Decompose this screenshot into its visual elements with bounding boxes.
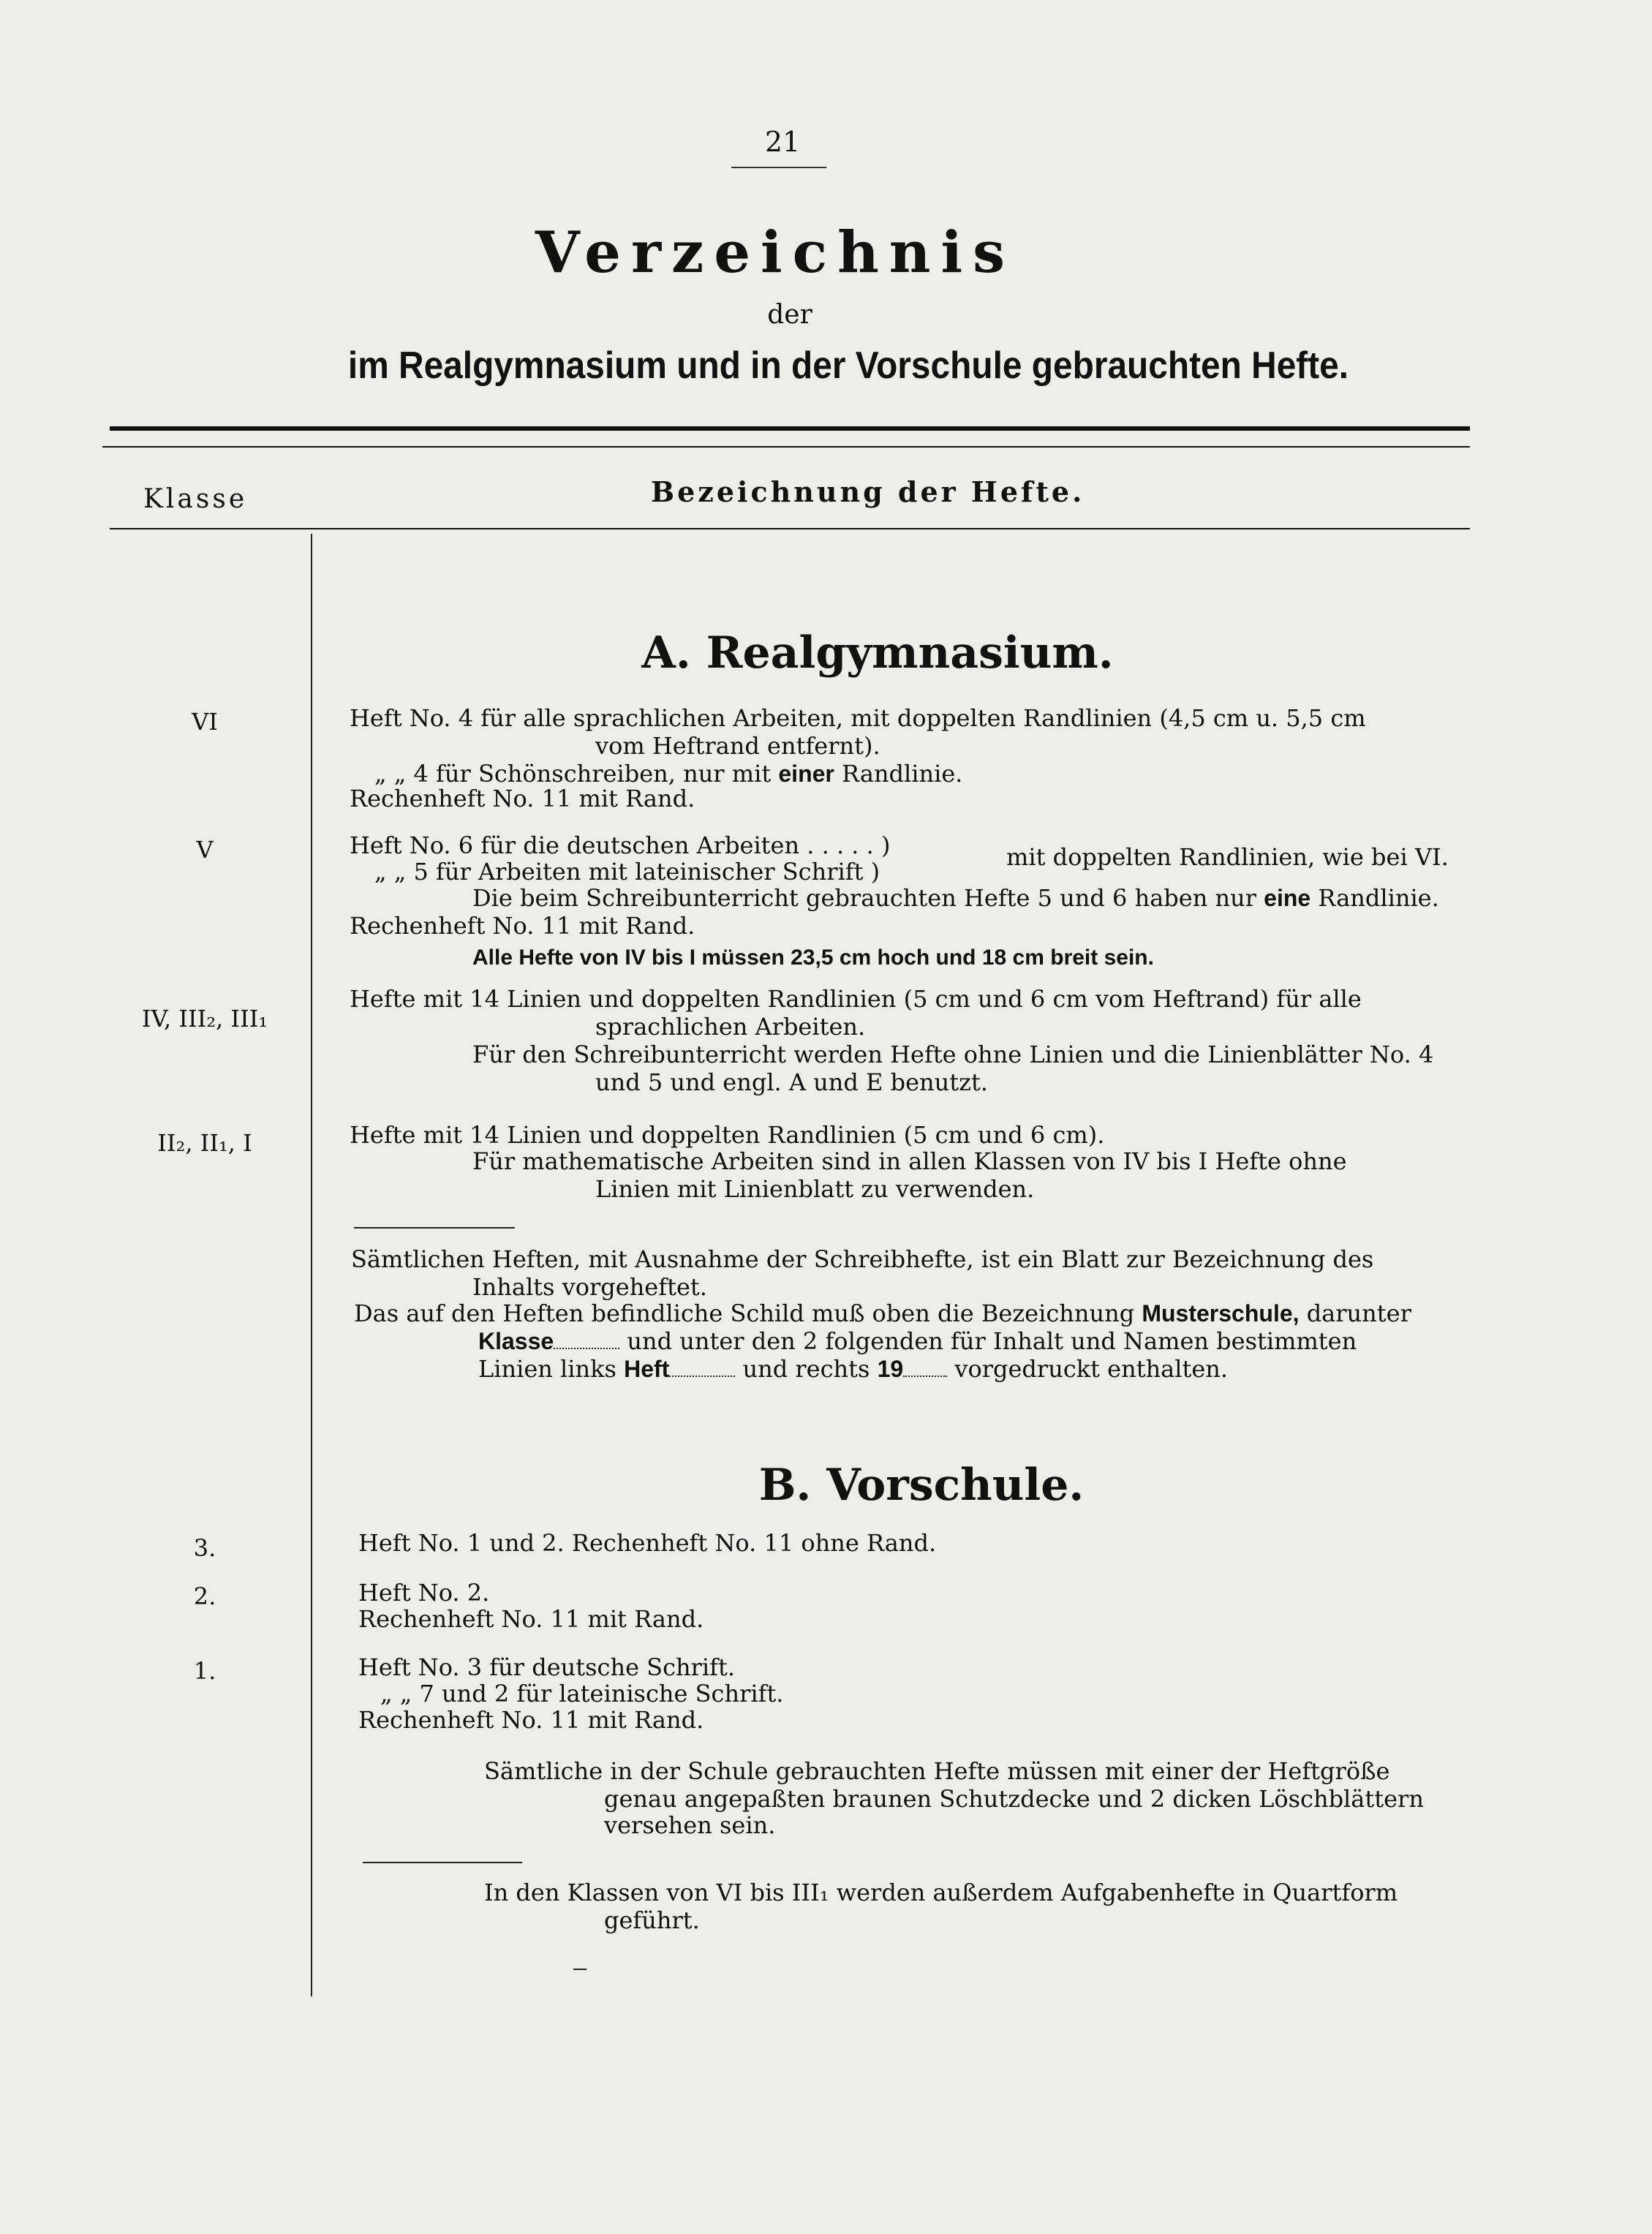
iv-line-4: und 5 und engl. A und E benutzt. — [595, 1068, 988, 1096]
class-label-ii: II₂, II₁, I — [157, 1129, 252, 1157]
column-header-klasse: Klasse — [143, 484, 248, 514]
vi-line-4: Rechenheft No. 11 mit Rand. — [350, 785, 695, 812]
general-b-line-1: Sämtliche in der Schule gebrauchten Hefte müssen mit einer der Heftgröße — [484, 1757, 1390, 1785]
v-size-note: Alle Hefte von IV bis I müssen 23,5 cm hoch und 18 cm breit sein. — [472, 946, 1154, 970]
iv-line-1: Hefte mit 14 Linien und doppelten Randlinien (5 cm und 6 cm vom Heftrand) für alle — [350, 985, 1362, 1013]
k2-line-2: Rechenheft No. 11 mit Rand. — [358, 1605, 704, 1633]
column-header-bezeichnung: Bezeichnung der Hefte. — [651, 475, 1085, 508]
ii-line-2: Für mathematische Arbeiten sind in allen Klassen von IV bis I Hefte ohne — [472, 1147, 1347, 1175]
class-label-1: 1. — [193, 1657, 216, 1685]
class-label-iv: IV, III₂, III₁ — [141, 1005, 268, 1033]
iv-line-2: sprachlichen Arbeiten. — [595, 1013, 866, 1041]
header-rule-thick — [110, 426, 1470, 431]
general-a-line-3: Das auf den Heften befindliche Schild muß oben die Bezeichnung Musterschule, darunter — [354, 1299, 1411, 1327]
class-label-v: V — [196, 836, 214, 864]
v-brace-text: mit doppelten Randlinien, wie bei VI. — [1006, 843, 1449, 871]
general-b-line-2: genau angepaßten braunen Schutzdecke und 2 dicken Löschblättern — [604, 1785, 1424, 1813]
footer-line-2: geführt. — [604, 1906, 700, 1934]
v-line-4: Rechenheft No. 11 mit Rand. — [350, 912, 695, 940]
year-blank — [903, 1376, 947, 1377]
ii-line-1: Hefte mit 14 Linien und doppelten Randlinien (5 cm und 6 cm). — [350, 1121, 1105, 1149]
class-label-2: 2. — [193, 1582, 216, 1610]
class-label-3: 3. — [193, 1534, 216, 1562]
section-a-heading: A. Realgymnasium. — [641, 627, 1114, 679]
page-title: Verzeichnis — [535, 219, 1016, 286]
vi-line-3: „ „ 4 für Schönschreiben, nur mit einer Randlinie. — [374, 760, 963, 788]
k1-line-3: Rechenheft No. 11 mit Rand. — [358, 1706, 704, 1734]
end-mark — [573, 1969, 587, 1970]
title-connector: der — [767, 300, 812, 330]
divider-rule-a — [354, 1227, 515, 1229]
vi-line-2: vom Heftrand entfernt). — [595, 732, 880, 760]
v-line-1: Heft No. 6 für die deutschen Arbeiten . . . . . ) — [350, 831, 891, 859]
column-divider — [311, 534, 312, 1996]
general-b-line-3: versehen sein. — [604, 1811, 776, 1839]
page-number-rule — [731, 167, 826, 168]
heft-blank — [669, 1376, 735, 1377]
k1-line-2: „ „ 7 und 2 für lateinische Schrift. — [380, 1680, 784, 1707]
general-a-line-5: Linien links Heft und rechts 19 vorgedruckt enthalten. — [478, 1355, 1229, 1383]
general-a-line-4: Klasse und unter den 2 folgenden für Inhalt und Namen bestimmten — [478, 1327, 1357, 1355]
footer-line-1: In den Klassen von VI bis III₁ werden außerdem Aufgabenhefte in Quartform — [484, 1879, 1398, 1906]
klasse-blank — [554, 1348, 619, 1349]
k3-line-1: Heft No. 1 und 2. Rechenheft No. 11 ohne Rand. — [358, 1529, 937, 1557]
header-rule-thin — [102, 446, 1470, 448]
vi-line-1: Heft No. 4 für alle sprachlichen Arbeiten, mit doppelten Randlinien (4,5 cm u. 5,5 cm — [350, 704, 1366, 732]
general-a-line-2: Inhalts vorgeheftet. — [472, 1273, 707, 1301]
divider-rule-b — [363, 1862, 522, 1863]
v-line-2: „ „ 5 für Arbeiten mit lateinischer Schrift ) — [374, 858, 880, 886]
page-number: 21 — [764, 126, 801, 158]
v-line-3: Die beim Schreibunterricht gebrauchten Hefte 5 und 6 haben nur eine Randlinie. — [472, 884, 1439, 912]
k1-line-1: Heft No. 3 für deutsche Schrift. — [358, 1653, 736, 1681]
class-label-vi: VI — [192, 708, 218, 736]
section-b-heading: B. Vorschule. — [758, 1460, 1085, 1511]
column-header-rule — [110, 528, 1470, 529]
general-a-line-1: Sämtlichen Heften, mit Ausnahme der Schreibhefte, ist ein Blatt zur Bezeichnung des — [351, 1245, 1374, 1273]
iv-line-3: Für den Schreibunterricht werden Hefte ohne Linien und die Linienblätter No. 4 — [472, 1041, 1434, 1068]
page-subtitle: im Realgymnasium und in der Vorschule gebrauchten Hefte. — [347, 344, 1349, 387]
k2-line-1: Heft No. 2. — [358, 1579, 490, 1607]
ii-line-3: Linien mit Linienblatt zu verwenden. — [595, 1175, 1035, 1203]
